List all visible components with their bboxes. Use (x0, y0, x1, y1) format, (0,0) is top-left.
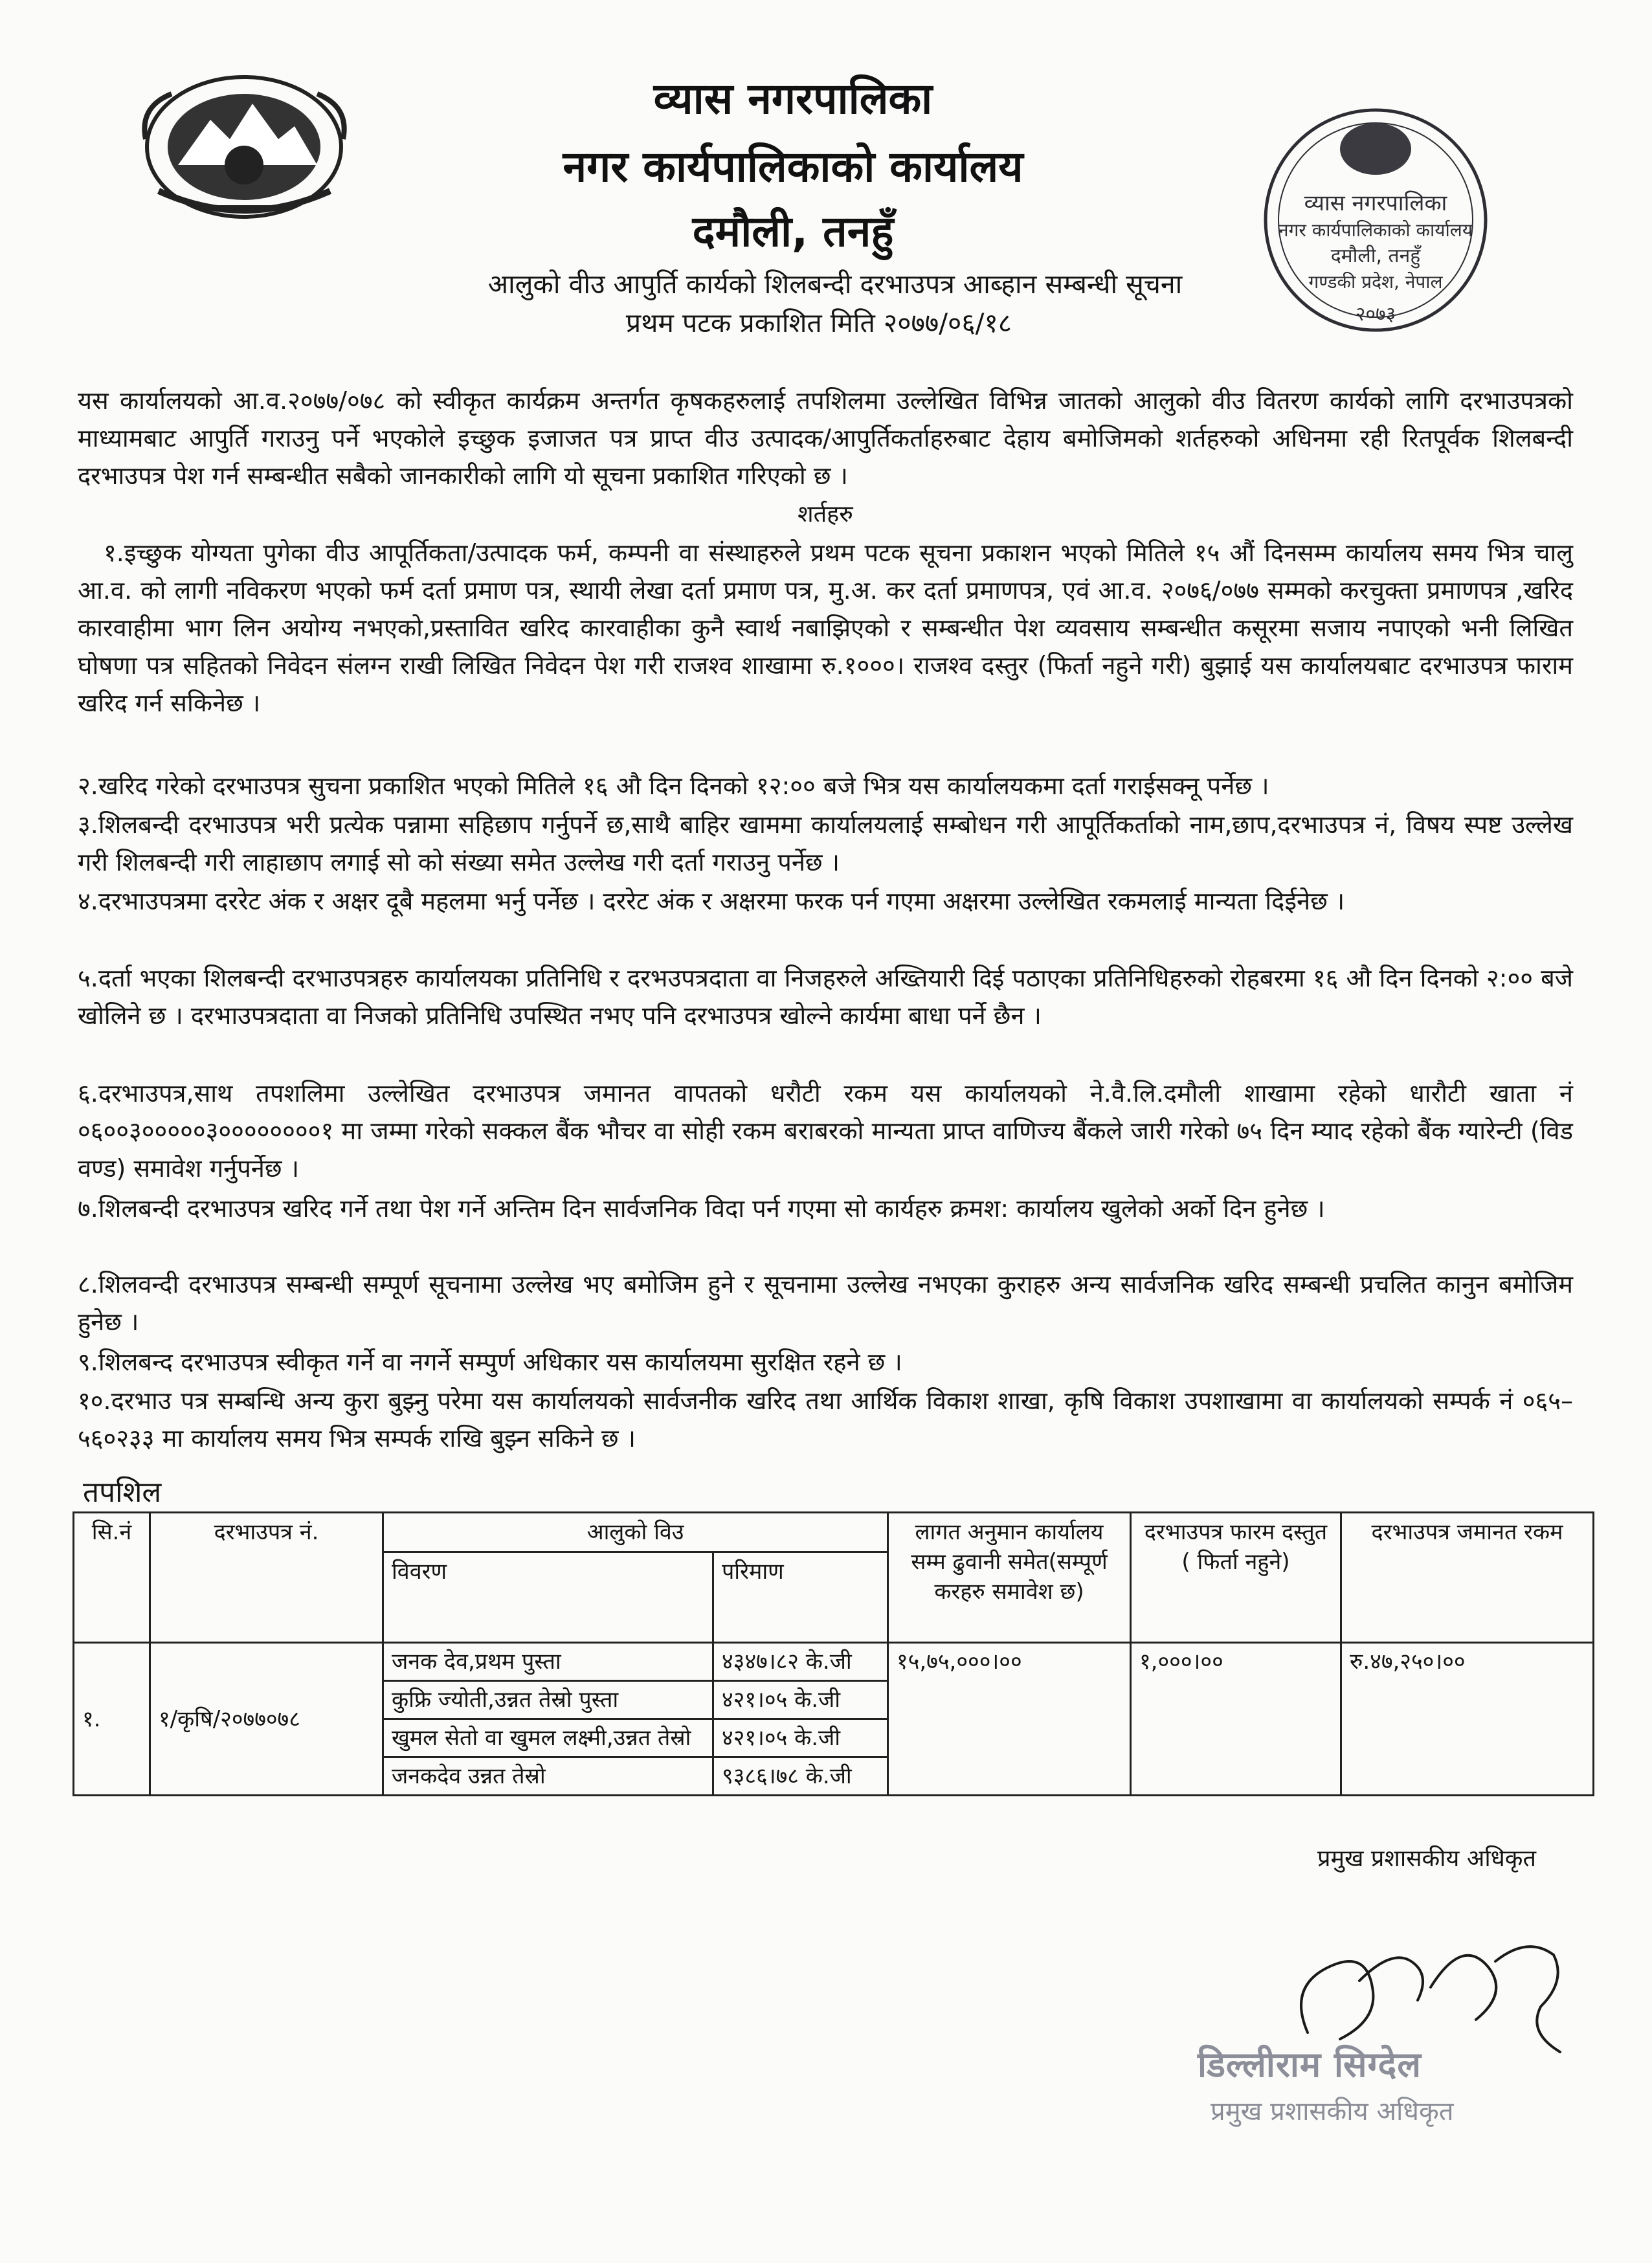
header-quantity: परिमाण (713, 1552, 888, 1643)
header-bid-security: दरभाउपत्र जमानत रकम (1341, 1513, 1594, 1643)
condition-1: १.इच्छुक योग्यता पुगेका वीउ आपूर्तिकता/उत्पादक फर्म, कम्पनी वा संस्थाहरुले प्रथम पटक सूचना प्रकाशन भएको मितिले १५ औं दिनसम्म कार्यालय समय भित्र चालु आ.व. को लागी नविकरण भएको फर्म दर्ता प्रमाण पत्र, स्थायी लेखा दर्ता प्रमाण पत्र, मु.अ. कर दर्ता प्रमाणपत्र, एवं आ.व. २०७६/०७७ सम्मको करचुक्ता प्रमाणपत्र ,खरिद कारवाहीमा भाग लिन अयोग्य नभएको,प्रस्तावित खरिद कारवाहीका कुनै स्वार्थ नबाझिएको र सम्बन्धीत पेश व्यवसाय सम्बन्धीत कसूरमा सजाय नपाएको भनी लिखित घोषणा पत्र सहितको निवेदन संलग्न राखी लिखित निवेदन पेश गरी राजश्व शाखामा रु.१०००। राजश्व दस्तुर (फिर्ता नहुने गरी) बुझाई यस कार्यालयबाट दरभाउपत्र फाराम खरिद गर्न सकिनेछ । (78, 539, 1573, 717)
cell-quantity: ४२१।०५ के.जी (713, 1681, 888, 1719)
header-cost-estimate: लागत अनुमान कार्यालय सम्म ढुवानी समेत(सम्पूर्ण करहरु समावेश छ) (888, 1513, 1131, 1643)
condition-7: ७.शिलबन्दी दरभाउपत्र खरिद गर्ने तथा पेश गर्ने अन्तिम दिन सार्वजनिक विदा पर्न गएमा सो कार्यहरु क्रमश: कार्यालय खुलेको अर्को दिन हुनेछ । (78, 1194, 1325, 1223)
signatory-title: प्रमुख प्रशासकीय अधिकृत (1317, 1845, 1536, 1872)
cell-quantity: ४३४७।८२ के.जी (713, 1643, 888, 1681)
condition-4: ४.दरभाउपत्रमा दररेट अंक र अक्षर दूबै महलमा भर्नु पर्नेछ । दररेट अंक र अक्षरमा फरक पर्न गएमा अक्षरमा उल्लेखित रकमलाई मान्यता दिईनेछ । (78, 887, 1345, 915)
condition-6: ६.दरभाउपत्र,साथ तपशलिमा उल्लेखित दरभाउपत्र जमानत वापतको धरौटी रकम यस कार्यालयको ने.वै.लि.दमौली शाखामा रहेको धारौटी खाता नं ०६००३०००००३००००००००१ मा जम्मा गरेको सक्कल बैंक भौचर वा सोही रकम बराबरको मान्यता प्राप्त वाणिज्य बैंकले जारी गरेको ७५ दिन म्याद रहेको बैंक ग्यारेन्टी (विड वण्ड) समावेश गर्नुपर्नेछ । (78, 1079, 1573, 1183)
intro-paragraph: यस कार्यालयको आ.व.२०७७/०७८ को स्वीकृत कार्यक्रम अन्तर्गत कृषकहरुलाई तपशिलमा उल्लेखित विभिन्न जातको आलुको वीउ वितरण कार्यको लागि दरभाउपत्रको माध्यामबाट आपुर्ति गराउनु पर्ने भएकोले इच्छुक इजाजत पत्र प्राप्त वीउ उत्पादक/आपुर्तिकर्ताहरुबाट देहाय बमोजिमको शर्तहरुको अधिनमा रही रितपूर्वक शिलबन्दी दरभाउपत्र पेश गर्न सम्बन्धीत सबैको जानकारीको लागि यो सूचना प्रकाशित गरिएको छ । (78, 386, 1573, 490)
condition-9: ९.शिलबन्द दरभाउपत्र स्वीकृत गर्ने वा नगर्ने सम्पुर्ण अधिकार यस कार्यालयमा सुरक्षित रहने छ । (78, 1348, 902, 1376)
stamp-line2: नगर कार्यपालिकाको कार्यालय (1278, 219, 1473, 241)
cell-description: जनकदेव उन्नत तेस्रो (383, 1757, 713, 1796)
signatory-name: डिल्लीराम सिग्देल (1198, 2044, 1422, 2085)
condition-2: २.खरिद गरेको दरभाउपत्र सुचना प्रकाशित भएको मितिले १६ औ दिन दिनको १२:०० बजे भित्र यस कार्यालयकमा दर्ता गराईसक्नू पर्नेछ । (78, 772, 1269, 800)
stamp-line4: गण्डकी प्रदेश, नेपाल (1308, 271, 1443, 293)
cell-cost-estimate: १५,७५,०००।०० (888, 1643, 1131, 1796)
details-table (73, 1511, 1594, 1796)
cell-sn: १. (74, 1643, 150, 1796)
stamp-line1: व्यास नगरपालिका (1304, 190, 1447, 216)
cell-description: कुफ्रि ज्योती,उन्नत तेस्रो पुस्ता (383, 1681, 713, 1719)
notice-title: आलुको वीउ आपुर्ति कार्यको शिलबन्दी दरभाउपत्र आब्हान सम्बन्धी सूचना (487, 269, 1183, 300)
header-bid-no: दरभाउपत्र नं. (150, 1513, 383, 1643)
condition-5: ५.दर्ता भएका शिलबन्दी दरभाउपत्रहरु कार्यालयका प्रतिनिधि र दरभउपत्रदाता वा निजहरुले अख्तियारी दिई पठाएका प्रतिनिधिहरुको रोहबरमा १६ औ दिन दिनको २:०० बजे खोलिने छ । दरभाउपत्रदाता वा निजको प्रतिनिधि उपस्थित नभए पनि दरभाउपत्र खोल्ने कार्यमा बाधा पर्ने छैन । (78, 964, 1573, 1030)
stamp-line5: २०७३ (1355, 303, 1396, 326)
signatory-designation: प्रमुख प्रशासकीय अधिकृत (1211, 2097, 1454, 2126)
municipality-name: व्यास नगरपालिका (653, 74, 933, 124)
header-sn: सि.नं (74, 1513, 150, 1643)
office-location: दमौली, तनहुँ (692, 206, 894, 256)
header-seed: आलुको विउ (383, 1513, 888, 1552)
cell-form-fee: १,०००।०० (1131, 1643, 1341, 1796)
office-name: नगर कार्यपालिकाको कार्यालय (563, 142, 1023, 192)
cell-bid-security: रु.४७,२५०।०० (1341, 1643, 1594, 1796)
condition-3: ३.शिलबन्दी दरभाउपत्र भरी प्रत्येक पन्नामा सहिछाप गर्नुपर्ने छ,साथै बाहिर खाममा कार्यालयलाई सम्बोधन गरी आपूर्तिकर्ताको नाम,छाप,दरभाउपत्र नं, विषय स्पष्ट उल्लेख गरी शिलबन्दी गरी लाहाछाप लगाई सो को संख्या समेत उल्लेख गरी दर्ता गराउनु पर्नेछ । (78, 810, 1573, 876)
cell-description: जनक देव,प्रथम पुस्ता (383, 1643, 713, 1681)
cell-quantity: ९३८६।७८ के.जी (713, 1757, 888, 1796)
stamp-line3: दमौली, तनहुँ (1330, 245, 1421, 267)
header-description: विवरण (383, 1552, 713, 1643)
government-emblem-icon (133, 68, 356, 227)
office-stamp (1240, 97, 1512, 350)
publish-date: प्रथम पटक प्रकाशित मिति २०७७/०६/१८ (625, 307, 1012, 339)
header-form-fee: दरभाउपत्र फारम दस्तुत ( फिर्ता नहुने) (1131, 1513, 1341, 1643)
cell-bid-no: १/कृषि/२०७७०७८ (150, 1643, 383, 1796)
condition-10: १०.दरभाउ पत्र सम्बन्धि अन्य कुरा बुझ्नु परेमा यस कार्यालयको सार्वजनीक खरिद तथा आर्थिक विकाश शाखा, कृषि विकाश उपशाखामा वा कार्यालयको सम्पर्क नं ०६५–५६०२३३ मा कार्यालय समय भित्र सम्पर्क राखि बुझ्न सकिने छ । (78, 1387, 1573, 1453)
table-title: तपशिल (83, 1476, 162, 1509)
cell-description: खुमल सेतो वा खुमल लक्ष्मी,उन्नत तेस्रो (383, 1719, 713, 1757)
conditions-heading: शर्तहरु (798, 501, 853, 528)
cell-quantity: ४२१।०५ के.जी (713, 1719, 888, 1757)
condition-8: ८.शिलवन्दी दरभाउपत्र सम्बन्धी सम्पूर्ण सूचनामा उल्लेख भए बमोजिम हुने र सूचनामा उल्लेख नभएका कुराहरु अन्य सार्वजनिक खरिद सम्बन्धी प्रचलित कानुन बमोजिम हुनेछ । (78, 1270, 1573, 1336)
table-row (74, 1643, 1594, 1681)
